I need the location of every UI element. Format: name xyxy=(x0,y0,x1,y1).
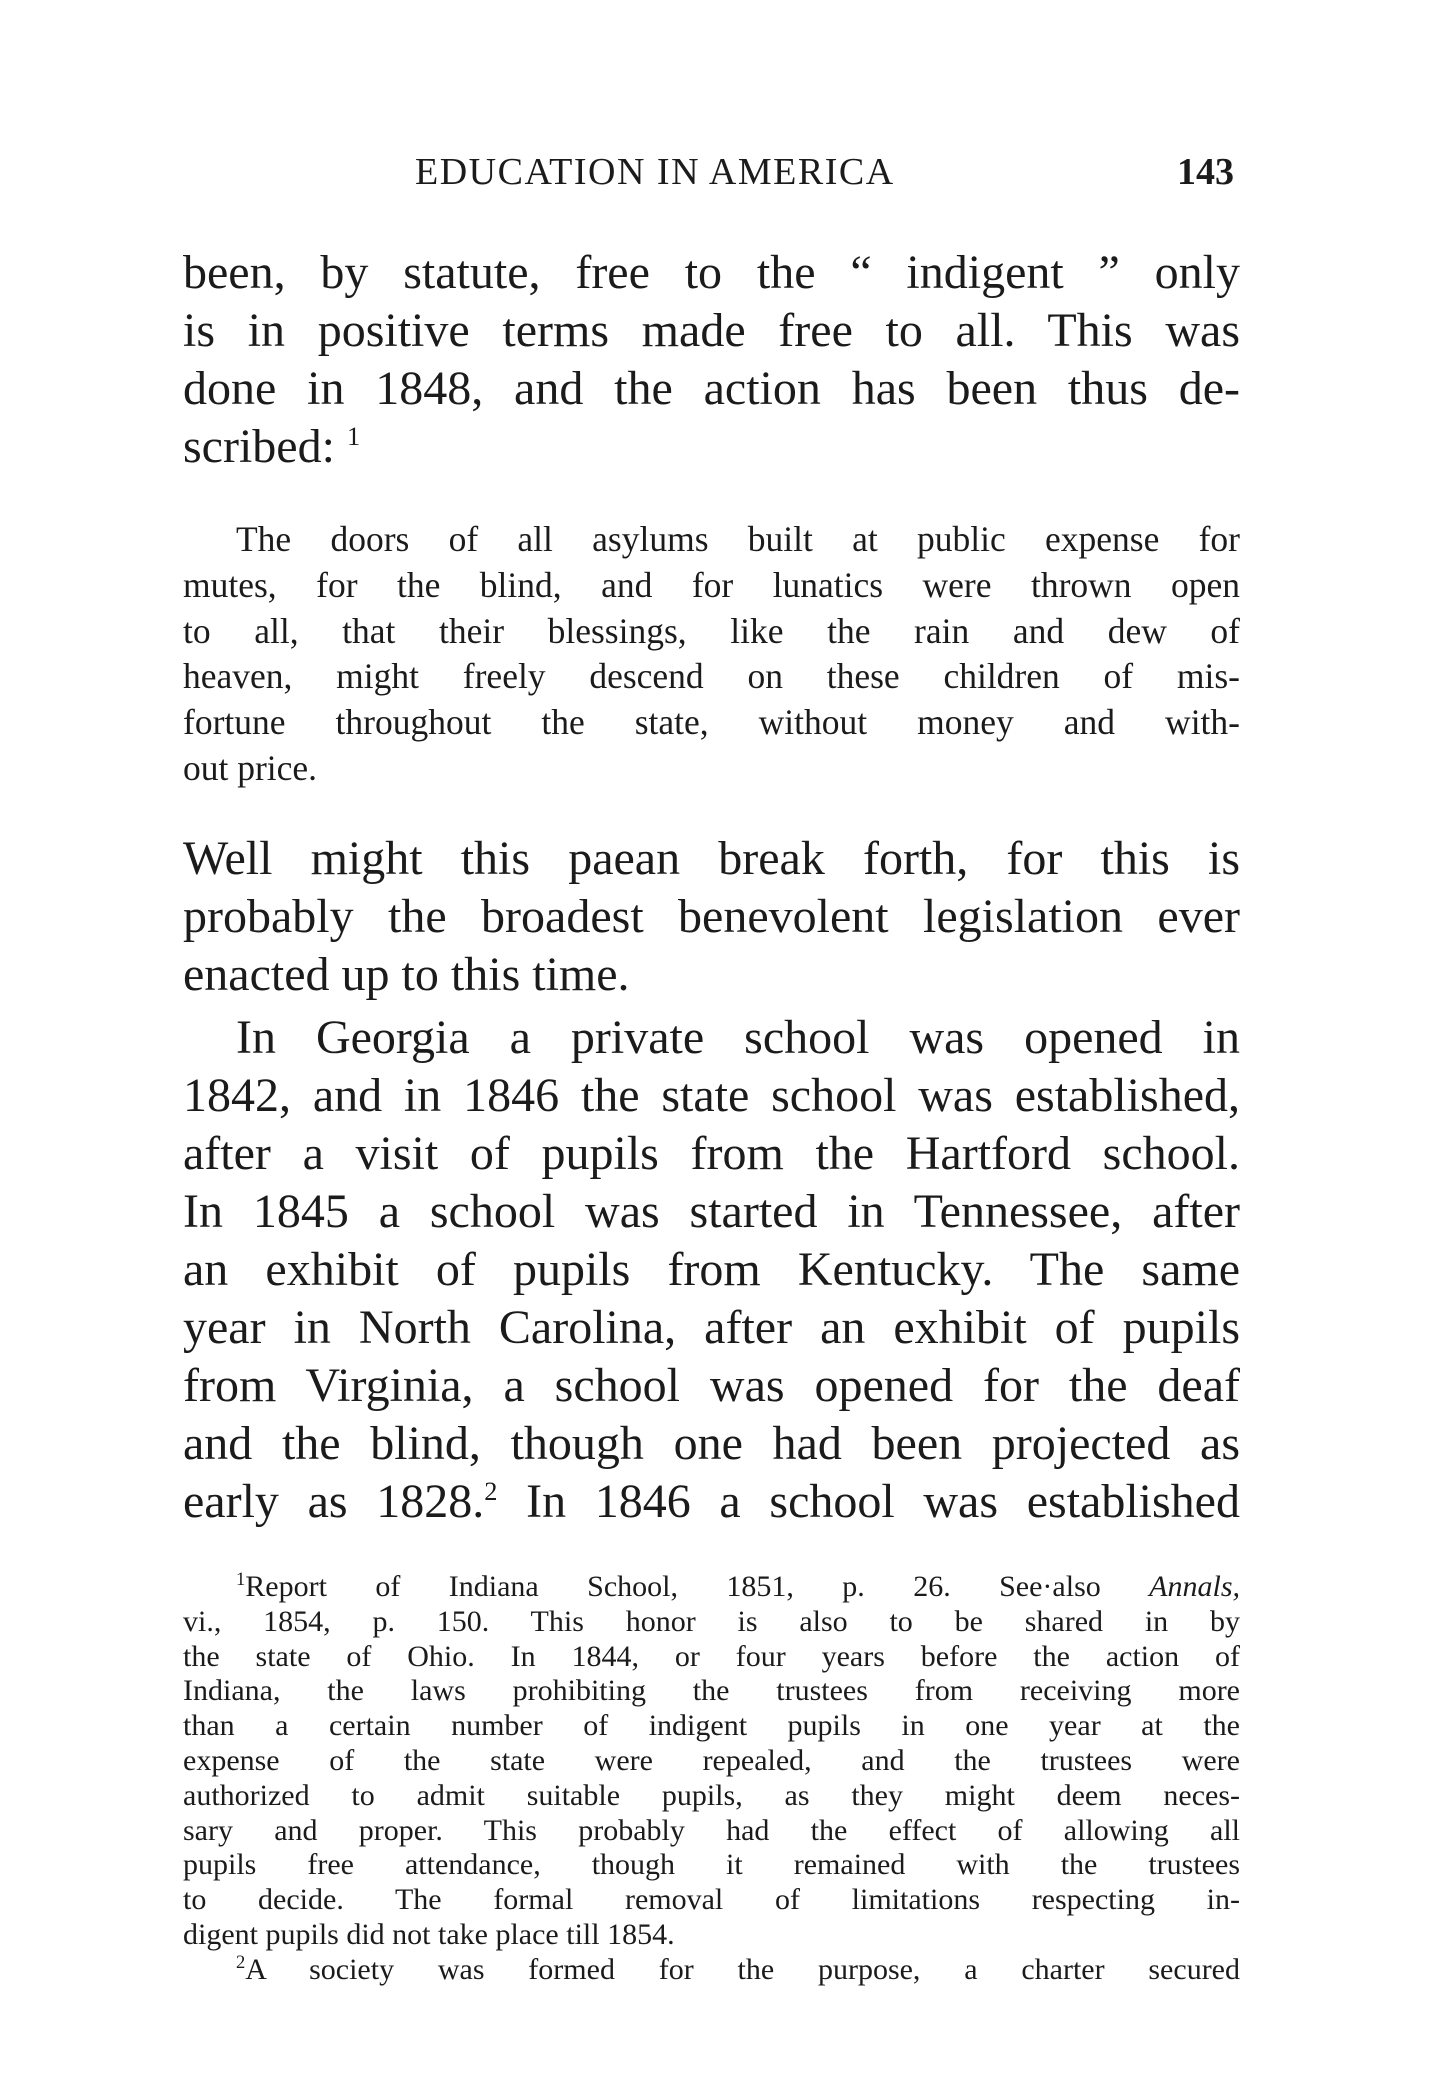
footnote-line xyxy=(183,1953,1240,1988)
text-line: from Virginia, a school was opened for the deaf xyxy=(183,1359,1240,1412)
footnote-line: to decide. The formal removal of limitations respecting in- xyxy=(183,1883,1240,1917)
footnote-line: the state of Ohio. In 1844, or four years before the action of xyxy=(183,1639,1240,1673)
text-line xyxy=(183,1473,1240,1531)
footnote-italic-text: Annals, xyxy=(1149,1570,1241,1603)
text-line: Well might this paean break forth, for this is xyxy=(183,832,1240,885)
text-line: done in 1848, and the action has been thus de- xyxy=(183,362,1240,415)
page-number: 143 xyxy=(1177,151,1234,193)
footnote-line: Indiana, the laws prohibiting the trustees from receiving more xyxy=(183,1674,1240,1708)
block-quote xyxy=(183,517,1240,792)
footnote-reference: 2 xyxy=(484,1476,498,1506)
footnote-line: than a certain number of indigent pupils in one year at the xyxy=(183,1709,1240,1743)
footnote-mark: 1 xyxy=(236,1569,246,1590)
text-line: after a visit of pupils from the Hartford school. xyxy=(183,1127,1240,1180)
text-line: is in positive terms made free to all. This was xyxy=(183,304,1240,357)
paragraph-3 xyxy=(183,1009,1240,1531)
footnotes xyxy=(183,1570,1240,1988)
text-line: year in North Carolina, after an exhibit of pupils xyxy=(183,1301,1240,1354)
footnote-text: A society was formed for the purpose, a charter secured xyxy=(245,1952,1240,1986)
text-fragment: early as 1828. xyxy=(183,1475,485,1528)
text-line: In 1845 a school was started in Tennessee, after xyxy=(183,1185,1240,1238)
footnote-line: vi., 1854, p. 150. This honor is also to be shared in by xyxy=(183,1604,1240,1638)
footnote-line xyxy=(183,1570,1240,1605)
quote-line: out price. xyxy=(183,747,318,788)
paragraph-2 xyxy=(183,830,1240,1004)
text-line xyxy=(183,418,1240,476)
quote-line: The doors of all asylums built at public expense for xyxy=(236,519,1240,559)
text-line: In Georgia a private school was opened in xyxy=(236,1011,1240,1064)
text-line: enacted up to this time. xyxy=(183,948,630,1001)
quote-line: heaven, might freely descend on these children of mis- xyxy=(183,656,1240,697)
text-line: been, by statute, free to the “ indigent ” only xyxy=(183,246,1240,299)
text-fragment: scribed: xyxy=(183,420,335,473)
footnote-line: authorized to admit suitable pupils, as they might deem neces- xyxy=(183,1778,1240,1812)
text-line: and the blind, though one had been projected as xyxy=(183,1417,1240,1470)
footnote-reference: 1 xyxy=(346,421,361,451)
footnote-line: sary and proper. This probably had the effect of allowing all xyxy=(183,1813,1240,1847)
text-line: 1842, and in 1846 the state school was established, xyxy=(183,1069,1240,1122)
footnote-line: expense of the state were repealed, and the trustees were xyxy=(183,1743,1240,1777)
text-line: an exhibit of pupils from Kentucky. The same xyxy=(183,1243,1240,1296)
page-header xyxy=(183,150,1240,202)
quote-line: fortune throughout the state, without money and with- xyxy=(183,702,1240,743)
running-head: EDUCATION IN AMERICA xyxy=(415,151,895,193)
footnote-mark: 2 xyxy=(236,1951,246,1973)
text-fragment: In 1846 a school was established xyxy=(497,1475,1240,1528)
footnote-line: pupils free attendance, though it remained with the trustees xyxy=(183,1848,1240,1882)
paragraph-1 xyxy=(183,244,1240,476)
text-line: probably the broadest benevolent legislation ever xyxy=(183,890,1240,943)
footnote-text: Report of Indiana School, 1851, p. 26. See·also xyxy=(245,1570,1101,1603)
footnote-line: digent pupils did not take place till 1854. xyxy=(183,1917,675,1951)
quote-line: mutes, for the blind, and for lunatics were thrown open xyxy=(183,564,1240,605)
quote-line: to all, that their blessings, like the rain and dew of xyxy=(183,610,1240,651)
